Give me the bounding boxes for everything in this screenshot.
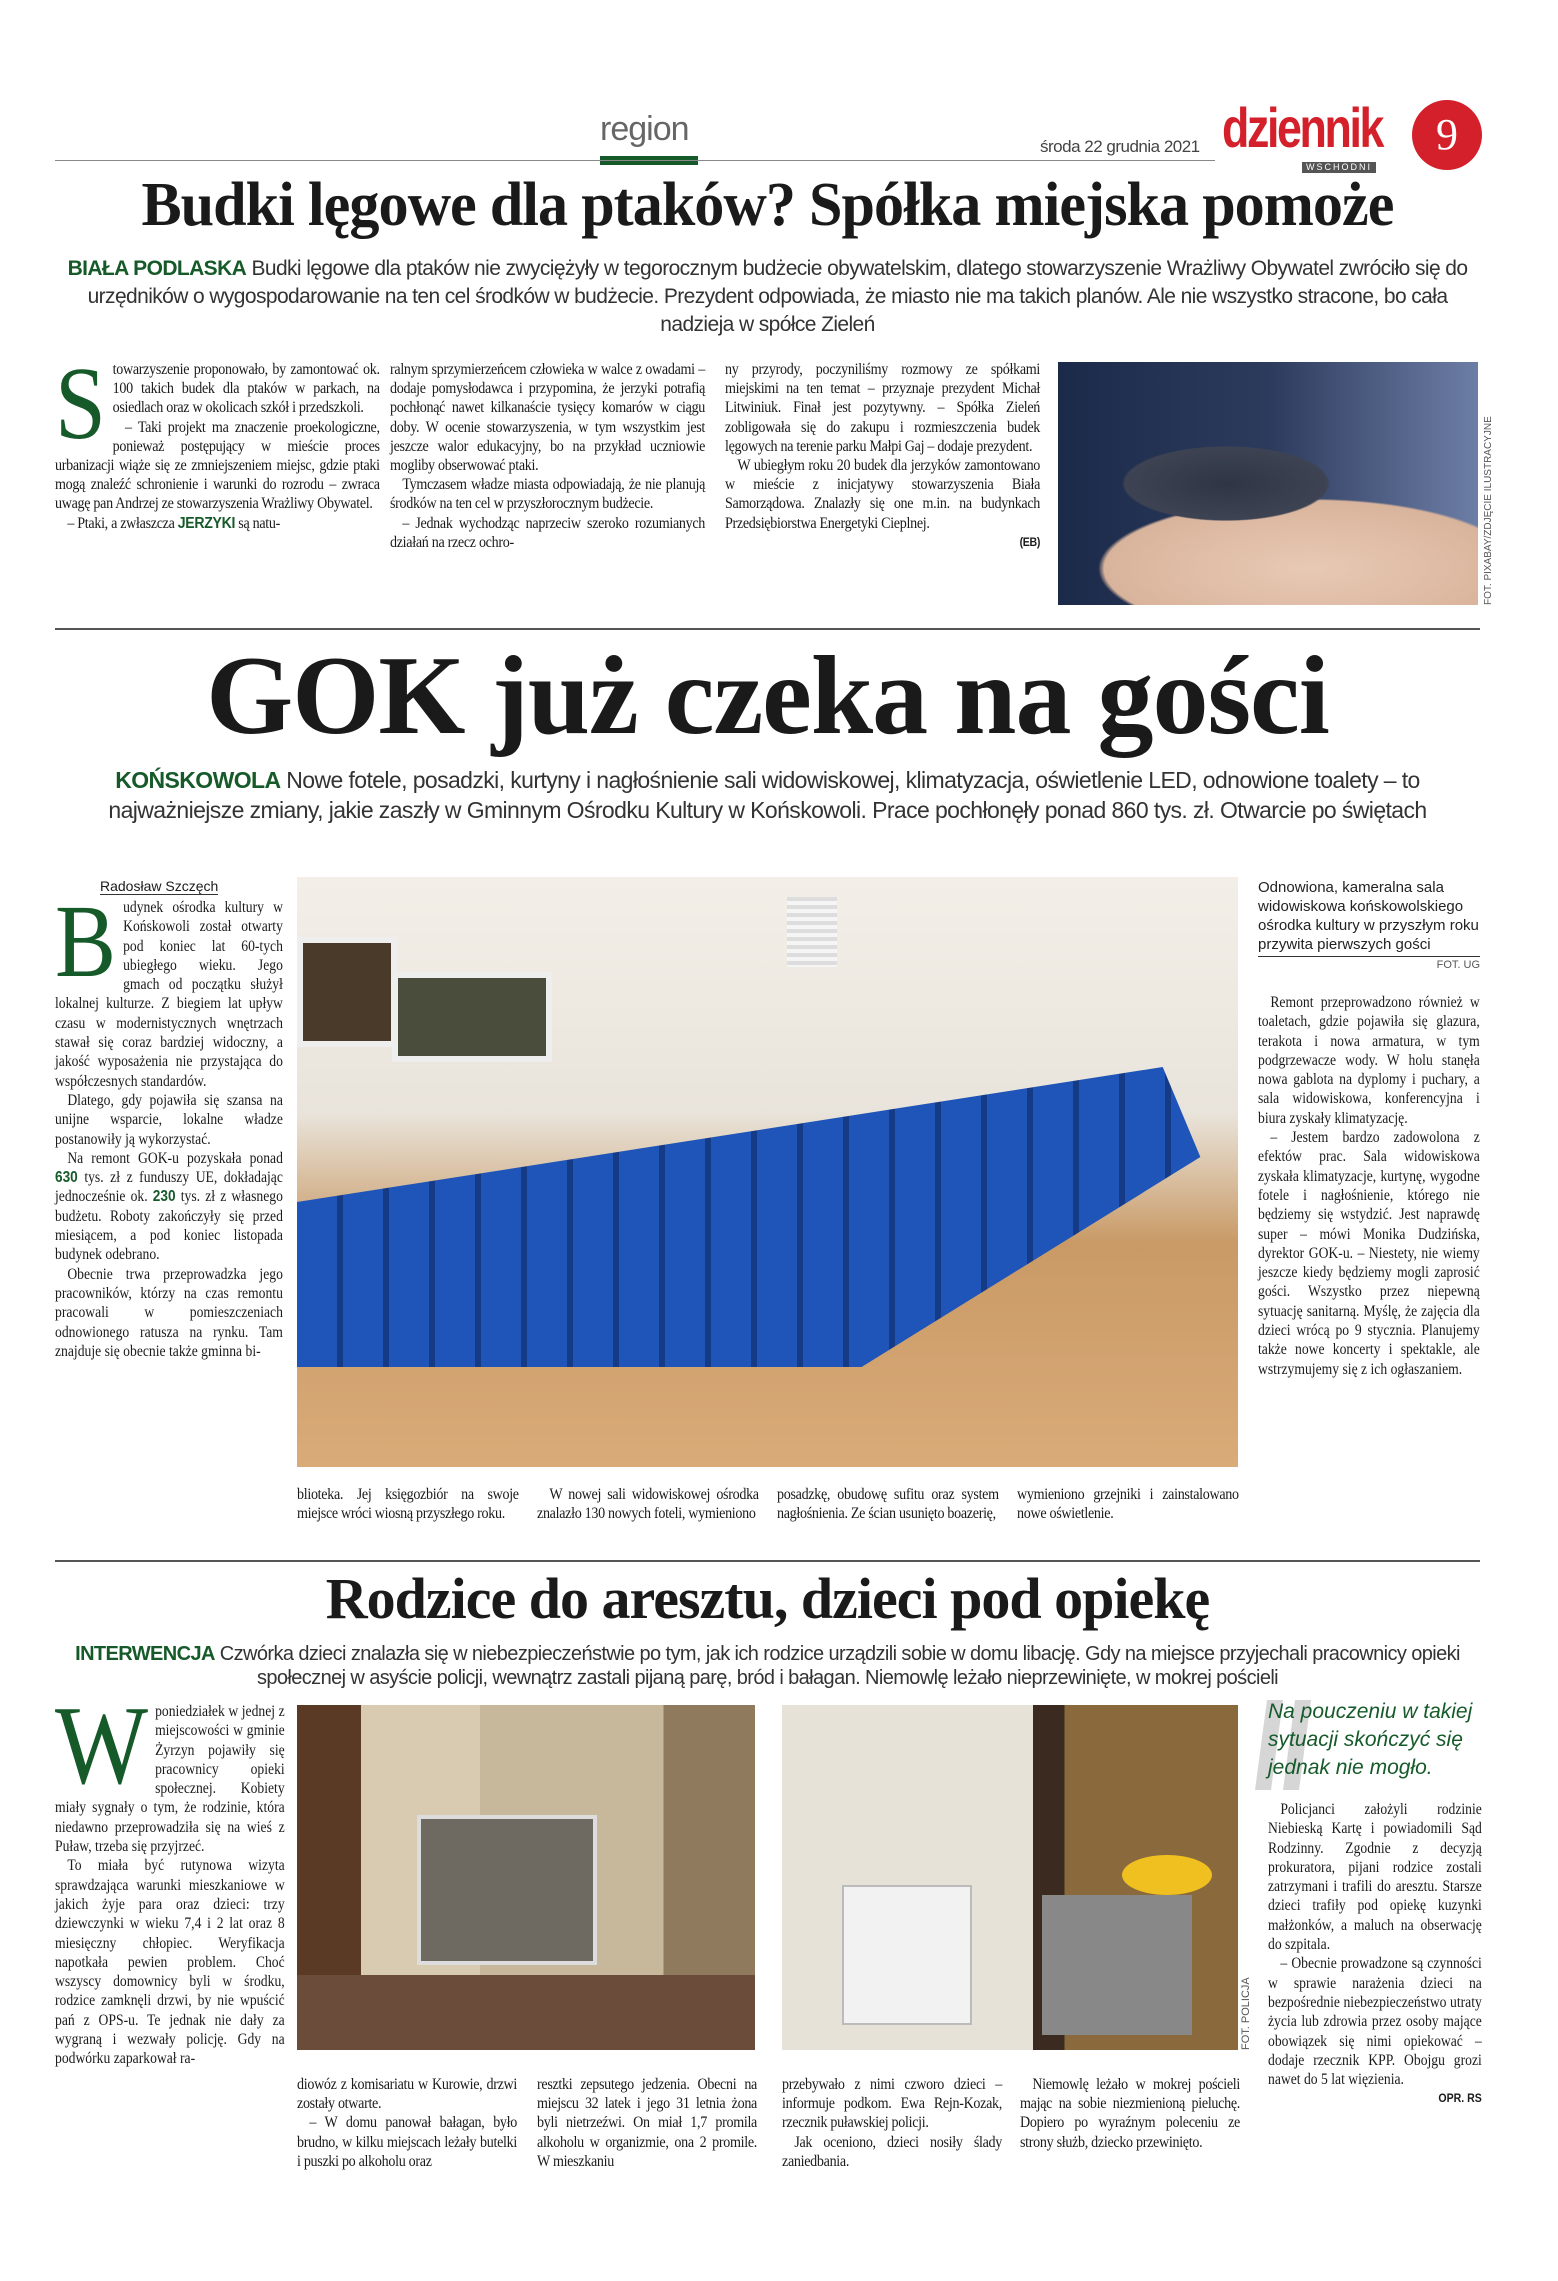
text: tys. zł z własnego budżetu. Roboty zakończyły się przed miesiącem, a pod koniec listopada budynek odebrano.	[55, 1188, 283, 1264]
article3-sidebar	[1268, 1698, 1482, 2109]
paragraph: Tymczasem władze miasta odpowiadają, że nie planują środków na ten cel w przyszłorocznym budżecie.	[390, 476, 706, 513]
paragraph: – W domu panował bałagan, było brudno, w kilku miejscach leżały butelki i puszki po alkoholu oraz	[297, 2114, 517, 2170]
paragraph: Dlatego, gdy pojawiła się szansa na unijne wsparcie, lokalne władze postanowiły ją wykorzystać.	[55, 1091, 283, 1148]
paragraph: poniedziałek w jednej z miejscowości w gminie Żyrzyn pojawiły się pracownicy opieki społecznej. Kobiety miały sygnały o tym, że rodzinie, która niedawno przeprowadziła się na wieś z Puław, trzeba się przyjrzeć.	[55, 1703, 285, 1856]
text: tys. zł z funduszy UE, dokładając jednocześnie ok.	[55, 1169, 283, 1206]
section-label: region	[600, 110, 689, 148]
paragraph: Niemowlę leżało w mokrej pościeli mając na sobie niezmienioną pieluchę. Dopiero po wyraźnym poleceniu ze strony służb, dziecko przewinięto.	[1020, 2076, 1240, 2151]
text: są natu-	[238, 514, 281, 532]
pull-quote: Na pouczeniu w takiej sytuacji skończyć się jednak nie mogło.	[1268, 1700, 1473, 1779]
paragraph: – Obecnie prowadzone są czynności w sprawie narażenia dzieci na bezpośrednie niebezpieczeństwo utraty życia lub zdrowia przez osoby mające obowiązek się nimi opiekować – dodaje rzecznik KPP. Obojgu grozi nawet do 5 lat więzienia.	[1268, 1955, 1482, 2089]
article2-bottom-col	[537, 1485, 759, 1523]
article1-col2	[390, 360, 705, 552]
article3-bottom-col	[782, 2075, 1002, 2171]
paragraph: udynek ośrodka kultury w Końskowoli został otwarty pod koniec lat 60-tych ubiegłego wieku. Jego gmach od początku służył lokalnej kulturze. Z biegiem lat upływ czasu w modernistycznych wnętrzach stawał się coraz bardziej widoczny, a jakość wyposażenia nie przystająca do współczesnych standardów.	[55, 899, 283, 1090]
stove	[417, 1815, 597, 1965]
article3-col1	[55, 1684, 285, 2069]
paragraph: – Jestem bardzo zadowolona z efektów prac. Sala widowiskowa zyskała klimatyzacje, kurtynę, wygodne fotele i nagłośnienie, którego nie będziemy się wstydzić. Jest naprawdę super – mówi Monika Dudzińska, dyrektor GOK-u. – Niestety, nie wiemy jeszcze kiedy będziemy mogli zaprosić gości. Wszystko przez niepewną sytuację sanitarną. Myślę, że zajęcia dla dzieci wrócą po 9 stycznia. Planujemy także nowe koncerty i spektakle, ale wstrzymujemy się z ich ogłaszaniem.	[1258, 1129, 1480, 1378]
logo-subtitle: WSCHODNI	[1302, 162, 1376, 173]
paragraph: ralnym sprzymierzeńcem człowieka w walce z owadami – dodaje pomysłodawca i przypomina, że jerzyki potrafią pochłonąć nawet kilkanaście tysięcy komarów w ciągu doby. W ocenie stowarzyszenia, w tym wszystkim jest jeszcze walor edukacyjny, bo na przykład uczniowie mogliby obserwować ptaki.	[390, 361, 706, 475]
byline: Radosław Szczęch	[100, 878, 219, 894]
auditorium-photo	[297, 877, 1238, 1467]
signature: (EB)	[1019, 534, 1041, 549]
article2-sidebar	[1258, 878, 1480, 1379]
highlight: 630	[55, 1169, 78, 1187]
article3-bottom-col	[297, 2075, 517, 2171]
article1-col3	[725, 360, 1040, 552]
paragraph: W nowej sali widowiskowej ośrodka znalazło 130 nowych foteli, wymieniono	[537, 1486, 759, 1523]
paragraph: ny przyrody, poczyniliśmy rozmowy ze spółkami miejskimi na ten temat – przyznaje prezydent Michał Litwiniuk. Finał jest pozytywny. – Spółka Zieleń zobligowała się do zakupu i rozmieszczenia budek lęgowych na terenie parku Małpi Gaj – dodaje prezydent.	[725, 361, 1041, 455]
cabinet	[842, 1885, 972, 2025]
article2-right-col	[1258, 993, 1480, 1379]
paragraph: towarzyszenie proponowało, by zamontować ok. 100 takich budek dla ptaków w parkach, na osiedlach oraz w okolicach szkół i przedszkoli.	[112, 361, 380, 417]
article2-bottom-col	[1017, 1485, 1239, 1523]
bird-photo	[1058, 362, 1478, 605]
highlight: JERZYKI	[177, 514, 236, 532]
article1-kicker: BIAŁA PODLASKA	[67, 257, 247, 280]
highlight: 230	[152, 1188, 176, 1206]
drop-cap: W	[55, 1684, 149, 1808]
page-number: 9	[1412, 100, 1482, 170]
article1-col1	[55, 346, 380, 533]
article2-dek-text: Nowe fotele, posadzki, kurtyny i nagłośnienie sali widowiskowej, klimatyzacja, oświetlenie LED, odnowione toalety – to najważniejsze zmiany, jakie zaszły w Gminnym Ośrodku Kultury w Końskowoli. Prace pochłonęły ponad 860 tys. zł. Otwarcie po świętach	[108, 767, 1427, 823]
drop-cap: B	[55, 884, 117, 999]
article3-right-col	[1268, 1800, 1482, 2109]
article3-bottom-col	[537, 2075, 757, 2171]
photo-credit: FOT. POLICJA	[1240, 1977, 1252, 2050]
signature: OPR. RS	[1438, 2091, 1482, 2106]
dishwasher	[1042, 1895, 1192, 2035]
paragraph: – Taki projekt ma znaczenie proekologiczne, ponieważ postępujący w mieście proces urbanizacji wiąże się ze zmniejszeniem miejsc, gdzie ptaki mogą znaleźć schronienie i warunki do rozrodu – zwraca uwagę pan Andrzej ze stowarzyszenia Wrażliwy Obywatel.	[55, 418, 380, 513]
room-photo-1	[297, 1705, 755, 2050]
article2-kicker: KOŃSKOWOLA	[115, 767, 281, 793]
text: Na remont GOK-u pozyskała ponad	[67, 1149, 283, 1167]
floor	[297, 1975, 755, 2050]
paragraph: przebywało z nimi czworo dzieci – informuje podkom. Ewa Rejn-Kozak, rzecznik puławskiej policji.	[782, 2076, 1002, 2132]
article3-bottom-col	[1020, 2075, 1240, 2152]
issue-date: środa 22 grudnia 2021	[1040, 137, 1200, 156]
header-rule	[55, 160, 1215, 161]
paragraph: Remont przeprowadzono również w toaletach, gdzie pojawiła się glazura, terakota i nowa armatura, w tym podgrzewacze wody. W holu stanęła nowa gablota na dyplomy i puchary, a sala widowiskowa, konferencyjna i biura zyskały klimatyzację.	[1258, 994, 1480, 1127]
paragraph: wymieniono grzejniki i zainstalowano nowe oświetlenie.	[1017, 1486, 1239, 1523]
divider	[55, 628, 1480, 630]
paragraph: Jak oceniono, dzieci nosiły ślady zaniedbania.	[782, 2133, 1002, 2170]
text: – Ptaki, a zwłaszcza	[67, 514, 175, 532]
window	[392, 972, 552, 1062]
logo	[1222, 98, 1412, 178]
article3-dek-text: Czwórka dzieci znalazła się w niebezpieczeństwie po tym, jak ich rodzice urządzili sobie w domu libację. Gdy na miejsce przyjechali pracownicy opieki społecznej w asyście policji, wewnątrz zastali pijaną parę, bród i bałagan. Niemowlę leżało nieprzewinięte, w mokrej pościeli	[219, 1643, 1460, 1689]
article2-dek	[55, 765, 1480, 825]
logo-text: dziennik	[1222, 96, 1383, 159]
room-photo-2	[782, 1705, 1238, 2050]
paragraph: Obecnie trwa przeprowadzka jego pracowników, którzy na czas remontu pracowali w pomieszczeniach odnowionego ratusza na rynku. Tam znajduje się obecnie także gminna bi-	[55, 1265, 283, 1360]
blue-seats	[297, 1067, 1238, 1367]
article3-dek	[55, 1642, 1480, 1690]
window	[297, 937, 397, 1047]
article1-dek	[55, 255, 1480, 339]
photo-credit: FOT. PIXABAY/ZDJĘCIE ILUSTRACYJNE	[1483, 416, 1494, 605]
article1-headline: Budki lęgowe dla ptaków? Spółka miejska pomoże	[141, 171, 1394, 239]
paragraph: – Jednak wychodząc naprzeciw szeroko rozumianych działań na rzecz ochro-	[390, 514, 706, 551]
paragraph: To miała być rutynowa wizyta sprawdzająca warunki mieszkaniowe w jakich żyje para oraz dzieci: trzy dziewczynki w wieku 7,4 i 2 lat oraz 8 miesięczny chłopiec. Weryfikacja napotkała pewien problem. Choć wszyscy domownicy byli w środku, rodzice zamknęli drzwi, by nie wpuścić pań z OPS-u. Te jednak nie dały za wygraną i wezwały policję. Gdy na podwórku zaparkował ra-	[55, 1857, 285, 2068]
paragraph: Policjanci założyli rodzinie Niebieską Kartę i powiadomili Sąd Rodzinny. Zgodnie z decyzją prokuratora, pijani rodzice zostali zatrzymani i trafili do aresztu. Starsze dzieci trafiły pod opiekę kuzynki małżonków, a maluch na obserwację do szpitala.	[1268, 1801, 1482, 1954]
paragraph: resztki zepsutego jedzenia. Obecni na miejscu 32 latek i jego 31 letnia żona byli nietrzeźwi. On miał 1,7 promila alkoholu w organizmie, ona 2 promile. W mieszkaniu	[537, 2076, 757, 2170]
paragraph: diowóz z komisariatu w Kurowie, drzwi zostały otwarte.	[297, 2076, 517, 2113]
article2-bottom-col	[297, 1485, 519, 1523]
article1-dek-text: Budki lęgowe dla ptaków nie zwyciężyły w tegorocznym budżecie obywatelskim, dlatego stowarzyszenie Wrażliwy Obywatel zwróciło się do urzędników o wygospodarowanie na ten cel środków w budżecie. Prezydent odpowiada, że miasto nie ma takich planów. Ale nie wszystko stracone, bo cała nadzieja w spółce Zieleń	[87, 257, 1468, 336]
article2-bottom-col	[777, 1485, 999, 1523]
article3-kicker: INTERWENCJA	[75, 1643, 215, 1665]
article2-headline: GOK już czeka na gości	[206, 634, 1329, 758]
photo-caption: Odnowiona, kameralna sala widowiskowa końskowolskiego ośrodka kultury w przyszłym roku przywita pierwszych gości	[1258, 878, 1480, 957]
drop-cap: S	[55, 346, 106, 461]
paragraph: posadzkę, obudowę sufitu oraz system nagłośnienia. Ze ścian usunięto boazerię,	[777, 1486, 999, 1523]
vent	[787, 897, 837, 967]
photo-credit: FOT. UG	[1436, 959, 1480, 971]
divider	[55, 1560, 1480, 1562]
paragraph: W ubiegłym roku 20 budek dla jerzyków zamontowano w mieście z inicjatywy stowarzyszenia Biała Samorządowa. Znalazły się one m.in. na budynkach Przedsiębiorstwa Energetyki Cieplnej.	[725, 457, 1041, 532]
yellow-bowl	[1122, 1855, 1212, 1895]
paragraph: blioteka. Jej księgozbiór na swoje miejsce wróci wiosną przyszłego roku.	[297, 1486, 519, 1523]
article3-headline: Rodzice do aresztu, dzieci pod opiekę	[325, 1566, 1210, 1631]
